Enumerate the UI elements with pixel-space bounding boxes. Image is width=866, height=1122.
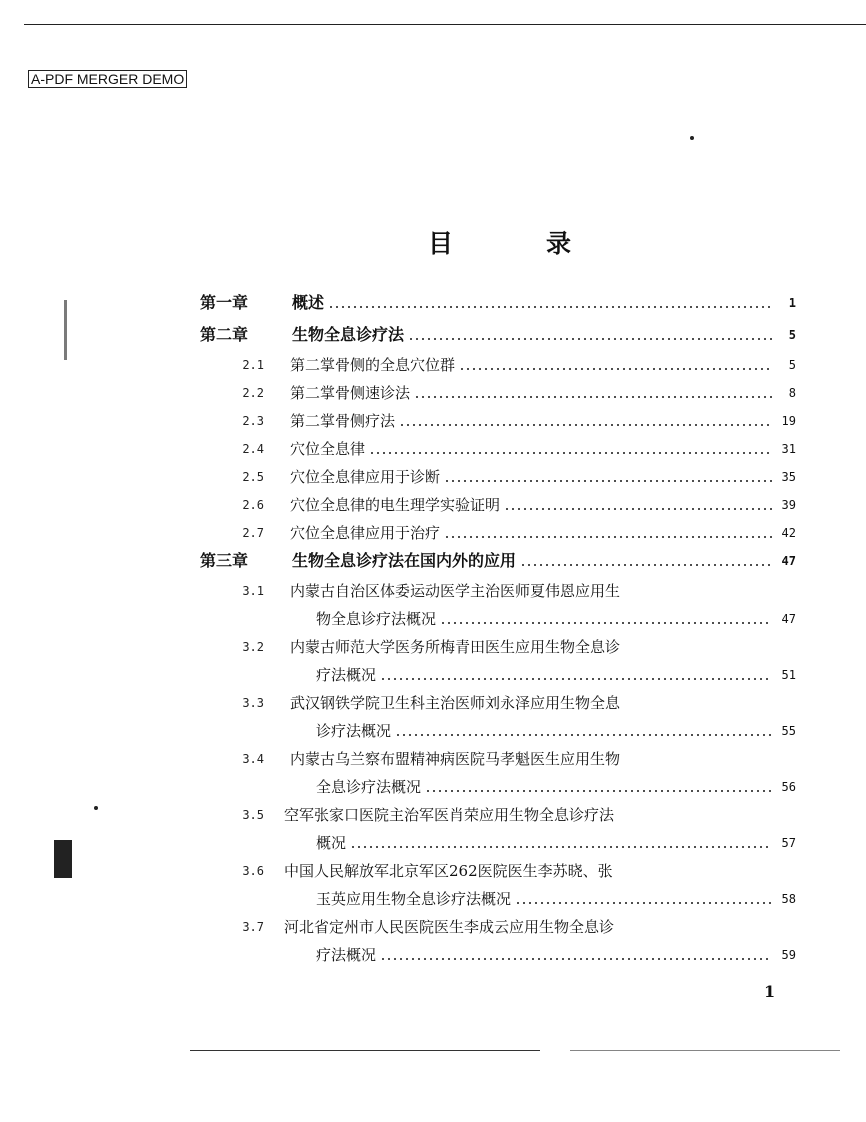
toc-section-3-6[interactable] xyxy=(214,858,796,882)
toc-chapter-1[interactable] xyxy=(200,290,796,314)
leader-dots xyxy=(440,622,772,624)
section-number: 2.1 xyxy=(242,358,264,372)
toc-section-2-6[interactable] xyxy=(214,492,796,516)
toc-section-3-7[interactable] xyxy=(214,914,796,938)
section-title-line-1: 空军张家口医院主治军医肖荣应用生物全息诊疗法 xyxy=(284,806,615,824)
page-number: 47 xyxy=(781,554,796,568)
page-number: 5 xyxy=(788,328,796,342)
section-number: 3.1 xyxy=(242,584,264,598)
page-number: 55 xyxy=(781,724,796,738)
section-title: 穴位全息律应用于诊断 xyxy=(290,468,441,486)
toc-section-3-6-cont[interactable] xyxy=(316,886,796,910)
section-title: 第二掌骨侧的全息穴位群 xyxy=(290,356,456,374)
watermark-label: A-PDF MERGER DEMO xyxy=(28,70,187,88)
leader-dots xyxy=(380,678,772,680)
toc-section-2-7[interactable] xyxy=(214,520,796,544)
page-number: 57 xyxy=(781,836,796,850)
section-title: 第二掌骨侧速诊法 xyxy=(290,384,411,402)
toc-section-3-2[interactable] xyxy=(214,634,796,658)
toc-section-3-4-cont[interactable] xyxy=(316,774,796,798)
page-number: 59 xyxy=(781,948,796,962)
toc-section-3-3[interactable] xyxy=(214,690,796,714)
section-title: 穴位全息律的电生理学实验证明 xyxy=(290,496,501,514)
section-number: 3.3 xyxy=(242,696,264,710)
toc-section-3-3-cont[interactable] xyxy=(316,718,796,742)
section-title-line-1: 武汉钢铁学院卫生科主治医师刘永泽应用生物全息 xyxy=(290,694,621,712)
section-title-line-2: 全息诊疗法概况 xyxy=(316,778,422,796)
toc-section-3-1[interactable] xyxy=(214,578,796,602)
section-number: 3.5 xyxy=(242,808,264,822)
leader-dots xyxy=(395,734,772,736)
page-number: 51 xyxy=(781,668,796,682)
toc-title-char-1: 目 xyxy=(428,229,454,258)
section-number: 3.7 xyxy=(242,920,264,934)
section-title-line-1: 中国人民解放军北京军区262医院医生李苏晓、张 xyxy=(284,862,613,880)
footer-page-number: 1 xyxy=(764,982,776,1001)
chapter-title: 生物全息诊疗法 xyxy=(292,325,405,344)
toc-section-2-1[interactable] xyxy=(214,352,796,376)
page-number: 8 xyxy=(788,386,796,400)
toc-section-2-3[interactable] xyxy=(214,408,796,432)
toc-section-3-7-cont[interactable] xyxy=(316,942,796,966)
toc-section-3-5-cont[interactable] xyxy=(316,830,796,854)
section-title-line-2: 概况 xyxy=(316,834,347,852)
leader-dots xyxy=(369,452,772,454)
leader-dots xyxy=(408,338,772,340)
section-title-line-1: 内蒙古乌兰察布盟精神病医院马孝魁医生应用生物 xyxy=(290,750,621,768)
page-number: 47 xyxy=(781,612,796,626)
page-number: 5 xyxy=(788,358,796,372)
leader-dots xyxy=(380,958,772,960)
section-title-line-1: 内蒙古自治区体委运动医学主治医师夏伟恩应用生 xyxy=(290,582,621,600)
section-number: 2.7 xyxy=(242,526,264,540)
leader-dots xyxy=(515,902,772,904)
page-number: 19 xyxy=(781,414,796,428)
toc-chapter-3[interactable] xyxy=(200,548,796,572)
leader-dots xyxy=(504,508,772,510)
section-number: 2.5 xyxy=(242,470,264,484)
leader-dots xyxy=(328,306,772,308)
toc-section-3-4[interactable] xyxy=(214,746,796,770)
leader-dots xyxy=(425,790,772,792)
section-number: 3.2 xyxy=(242,640,264,654)
section-number: 3.6 xyxy=(242,864,264,878)
toc-section-2-2[interactable] xyxy=(214,380,796,404)
toc-section-2-4[interactable] xyxy=(214,436,796,460)
section-number: 2.3 xyxy=(242,414,264,428)
section-title-line-1: 内蒙古师范大学医务所梅青田医生应用生物全息诊 xyxy=(290,638,621,656)
toc-section-3-5[interactable] xyxy=(214,802,796,826)
section-title-line-2: 物全息诊疗法概况 xyxy=(316,610,437,628)
section-title-line-2: 疗法概况 xyxy=(316,666,377,684)
leader-dots xyxy=(414,396,772,398)
toc-section-2-5[interactable] xyxy=(214,464,796,488)
chapter-label: 第三章 xyxy=(200,551,249,570)
leader-dots xyxy=(350,846,772,848)
leader-dots xyxy=(399,424,772,426)
toc-section-3-1-cont[interactable] xyxy=(316,606,796,630)
section-title-line-2: 疗法概况 xyxy=(316,946,377,964)
section-title-line-2: 诊疗法概况 xyxy=(316,722,392,740)
section-number: 2.4 xyxy=(242,442,264,456)
chapter-label: 第一章 xyxy=(200,293,249,312)
page-number: 42 xyxy=(781,526,796,540)
section-number: 3.4 xyxy=(242,752,264,766)
section-number: 2.2 xyxy=(242,386,264,400)
section-number: 2.6 xyxy=(242,498,264,512)
leader-dots xyxy=(520,564,772,566)
section-title: 穴位全息律 xyxy=(290,440,366,458)
section-title-line-2: 玉英应用生物全息诊疗法概况 xyxy=(316,890,512,908)
page-number: 58 xyxy=(781,892,796,906)
section-title-line-1: 河北省定州市人民医院医生李成云应用生物全息诊 xyxy=(284,918,615,936)
leader-dots xyxy=(444,536,772,538)
chapter-title: 生物全息诊疗法在国内外的应用 xyxy=(292,551,517,570)
toc-title-char-2: 录 xyxy=(546,229,572,258)
leader-dots xyxy=(459,368,772,370)
section-title: 第二掌骨侧疗法 xyxy=(290,412,396,430)
chapter-label: 第二章 xyxy=(200,325,249,344)
leader-dots xyxy=(444,480,772,482)
page-number: 35 xyxy=(781,470,796,484)
chapter-title: 概述 xyxy=(292,293,325,312)
page-number: 56 xyxy=(781,780,796,794)
section-title: 穴位全息律应用于治疗 xyxy=(290,524,441,542)
toc-section-3-2-cont[interactable] xyxy=(316,662,796,686)
page-number: 31 xyxy=(781,442,796,456)
page-number: 1 xyxy=(788,296,796,310)
toc-chapter-2[interactable] xyxy=(200,322,796,346)
page-number: 39 xyxy=(781,498,796,512)
